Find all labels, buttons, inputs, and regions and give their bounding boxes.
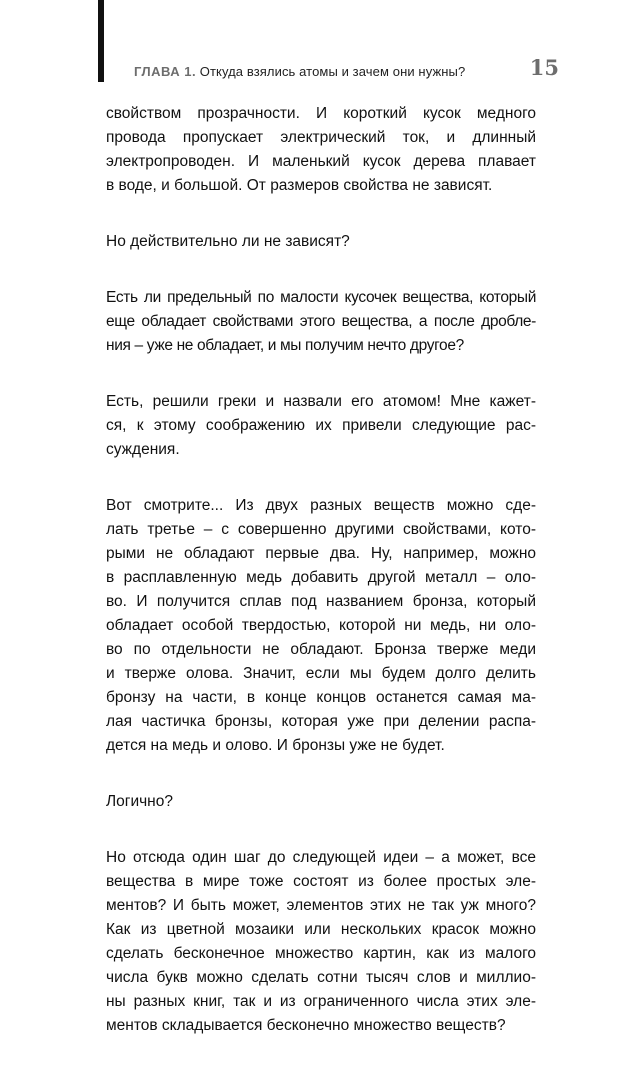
text-line: Есть, решили греки и назвали его атомом! Мне кажет- [106,393,536,410]
text-line: ся, к этому соображению их привели следующие рас- [106,417,536,434]
text-line: во по отдельности не обладают. Бронза тверже меди [106,641,536,658]
chapter-separator: . [192,64,196,79]
text-line: суждения. [106,441,180,458]
text-line: Вот смотрите... Из двух разных веществ можно сде- [106,497,536,514]
chapter-label: ГЛАВА 1 [134,64,193,79]
paragraph-3 [106,286,536,358]
text-line: Как из цветной мозаики или нескольких красок можно [106,921,536,938]
text-line: лать третье – с совершенно другими свойствами, кото- [106,521,536,538]
text-line: обладает особой твердостью, которой ни медь, ни оло- [106,617,536,634]
paragraph-7 [106,846,536,1038]
text-line: в воде, и большой. От размеров свойства не зависят. [106,177,493,194]
text-line: в расплавленную медь добавить другой металл – оло- [106,569,536,586]
text-line: Но действительно ли не зависят? [106,233,350,250]
page-number: 15 [529,55,559,80]
text-line: Но отсюда один шаг до следующей идеи – а может, все [106,849,536,866]
text-line: Есть ли предельный по малости кусочек вещества, который [106,289,536,306]
chapter-marker-bar [98,0,104,82]
paragraph-2 [106,230,536,254]
text-line: и тверже олова. Значит, если мы будем долго делить [106,665,536,682]
text-line: ния – уже не обладает, и мы получим нечто другое? [106,337,464,354]
running-header [134,62,465,82]
text-line: ментов складывается бесконечно множество веществ? [106,1017,506,1034]
text-line: еще обладает свойствами этого вещества, а после дробле- [106,313,536,330]
text-line: бронзу на части, в конце концов останется самая ма- [106,689,536,706]
text-line: дется на медь и олово. И бронзы уже не будет. [106,737,445,754]
paragraph-4 [106,390,536,462]
text-line: свойством прозрачности. И короткий кусок медного [106,105,536,122]
chapter-title: Откуда взялись атомы и зачем они нужны? [199,64,466,79]
text-line: числа букв можно сделать сотни тысяч слов и миллио- [106,969,536,986]
text-line: электропроводен. И маленький кусок дерева плавает [106,153,536,170]
text-line: провода пропускает электрический ток, и длинный [106,129,536,146]
text-line: Логично? [106,793,173,810]
text-line: рыми не обладают первые два. Ну, например, можно [106,545,536,562]
text-line: лая частичка бронзы, которая уже при делении распа- [106,713,536,730]
paragraph-6 [106,790,536,814]
text-line: сделать бесконечное множество картин, как из малого [106,945,536,962]
text-line: вещества в мире тоже состоят из более простых эле- [106,873,536,890]
text-line: ны разных книг, так и из ограниченного числа этих эле- [106,993,536,1010]
paragraph-5 [106,494,536,758]
text-line: во. И получится сплав под названием бронза, который [106,593,536,610]
body-text [106,102,536,1070]
paragraph-1 [106,102,536,198]
text-line: ментов? И быть может, элементов этих не так уж много? [106,897,536,914]
